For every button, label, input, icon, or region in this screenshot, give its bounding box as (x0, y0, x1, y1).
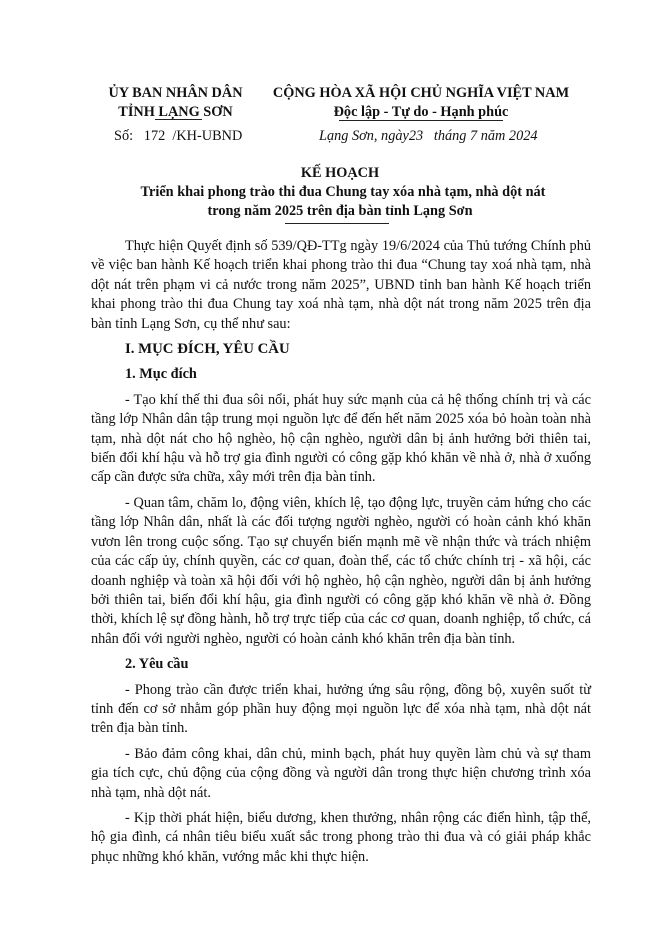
intro-paragraph: Thực hiện Quyết định số 539/QĐ-TTg ngày 19/6/2024 của Thủ tướng Chính phủ về việc ban hành Kế hoạch triển khai phong trào thi đua “Chung tay xoá nhà tạm, nhà dột nát trên phạm vi cả nước trong năm 2025”, UBND tỉnh ban hành Kế hoạch triển khai phong trào thi đua Chung tay xoá nhà tạm, nhà dột nát trong năm 2025 trên địa bàn tỉnh Lạng Sơn, cụ thể như sau: (91, 238, 591, 332)
agency-line-1: ỦY BAN NHÂN DÂN (108, 85, 243, 101)
requirement-paragraph: - Phong trào cần được triển khai, hưởng ứng sâu rộng, đồng bộ, xuyên suốt từ tỉnh đến cơ sở nhằm góp phần huy động mọi nguồn lực để xóa nhà tạm, nhà dột nát trên địa bàn tỉnh. (91, 681, 591, 737)
title-line-2: trong năm 2025 trên địa bàn tỉnh Lạng Sơn (207, 203, 473, 219)
agency-line-2: TỈNH LẠNG SƠN (118, 104, 233, 120)
purpose-paragraph: - Quan tâm, chăm lo, động viên, khích lệ, tạo động lực, truyền cảm hứng cho các tầng lớp Nhân dân, nhất là các đối tượng người nghèo, người có hoàn cảnh khó khăn vươn lên trong cuộc sống. Tạo sự chuyển biến mạnh mẽ về nhận thức và trách nhiệm của các cấp ủy, chính quyền, các cơ quan, đoàn thể, các tổ chức chính trị - xã hội, các doanh nghiệp và toàn xã hội đối với hộ nghèo, hộ cận nghèo, người dân bị ảnh hưởng bởi thiên tai, biến đổi khí hậu, gia đình người có công gặp khó khăn về nhà ở. Đồng thời, khích lệ sự đồng hành, hỗ trợ trực tiếp của các cơ quan, doanh nghiệp, tổ chức, cá nhân đối với người nghèo, người có hoàn cảnh khó khăn trên địa bàn tỉnh. (91, 494, 591, 647)
purpose-paragraph: - Tạo khí thế thi đua sôi nổi, phát huy sức mạnh của cả hệ thống chính trị và các tầng lớp Nhân dân tập trung mọi nguồn lực để đến hết năm 2025 xóa bỏ hoàn toàn nhà tạm, nhà dột nát cho hộ nghèo, hộ cận nghèo, người dân bị ảnh hưởng bởi thiên tai, biến đổi khí hậu và hỗ trợ gia đình người có công gặp khó khăn về nhà ở, nhà ở xuống cấp cần được sửa chữa, xây mới trên địa bàn tỉnh. (91, 391, 591, 486)
document-title (100, 164, 580, 221)
nation-name: CỘNG HÒA XÃ HỘI CHỦ NGHĨA VIỆT NAM (272, 85, 570, 101)
document-type: KẾ HOẠCH (300, 165, 380, 181)
requirement-paragraph: - Bảo đảm công khai, dân chủ, minh bạch, phát huy quyền làm chủ và sự tham gia tích cực, chủ động của cộng đồng và người dân trong thực hiện chương trình xóa nhà tạm, nhà dột nát. (91, 745, 591, 801)
national-header (262, 84, 580, 122)
place-date: Lạng Sơn, ngày23 tháng 7 năm 2024 (319, 128, 538, 144)
agency-underline (155, 119, 202, 120)
title-underline (285, 223, 389, 224)
motto-underline (339, 120, 503, 121)
document-body (91, 237, 591, 873)
subsection-heading-requirements: 2. Yêu cầu (125, 656, 189, 673)
title-line-1: Triển khai phong trào thi đua Chung tay xóa nhà tạm, nhà dột nát (140, 184, 546, 200)
issuing-agency (108, 84, 243, 122)
nation-motto: Độc lập - Tự do - Hạnh phúc (333, 104, 509, 120)
document-number: Số: 172 /KH-UBND (114, 128, 243, 144)
requirement-paragraph: - Kịp thời phát hiện, biểu dương, khen thưởng, nhân rộng các điển hình, tập thể, hộ gia đình, cá nhân tiêu biểu xuất sắc trong phong trào thi đua và có giải pháp khắc phục những khó khăn, vướng mắc khi thực hiện. (91, 809, 591, 865)
section-heading: I. MỤC ĐÍCH, YÊU CẦU (125, 341, 290, 358)
subsection-heading-purpose: 1. Mục đích (125, 366, 197, 383)
